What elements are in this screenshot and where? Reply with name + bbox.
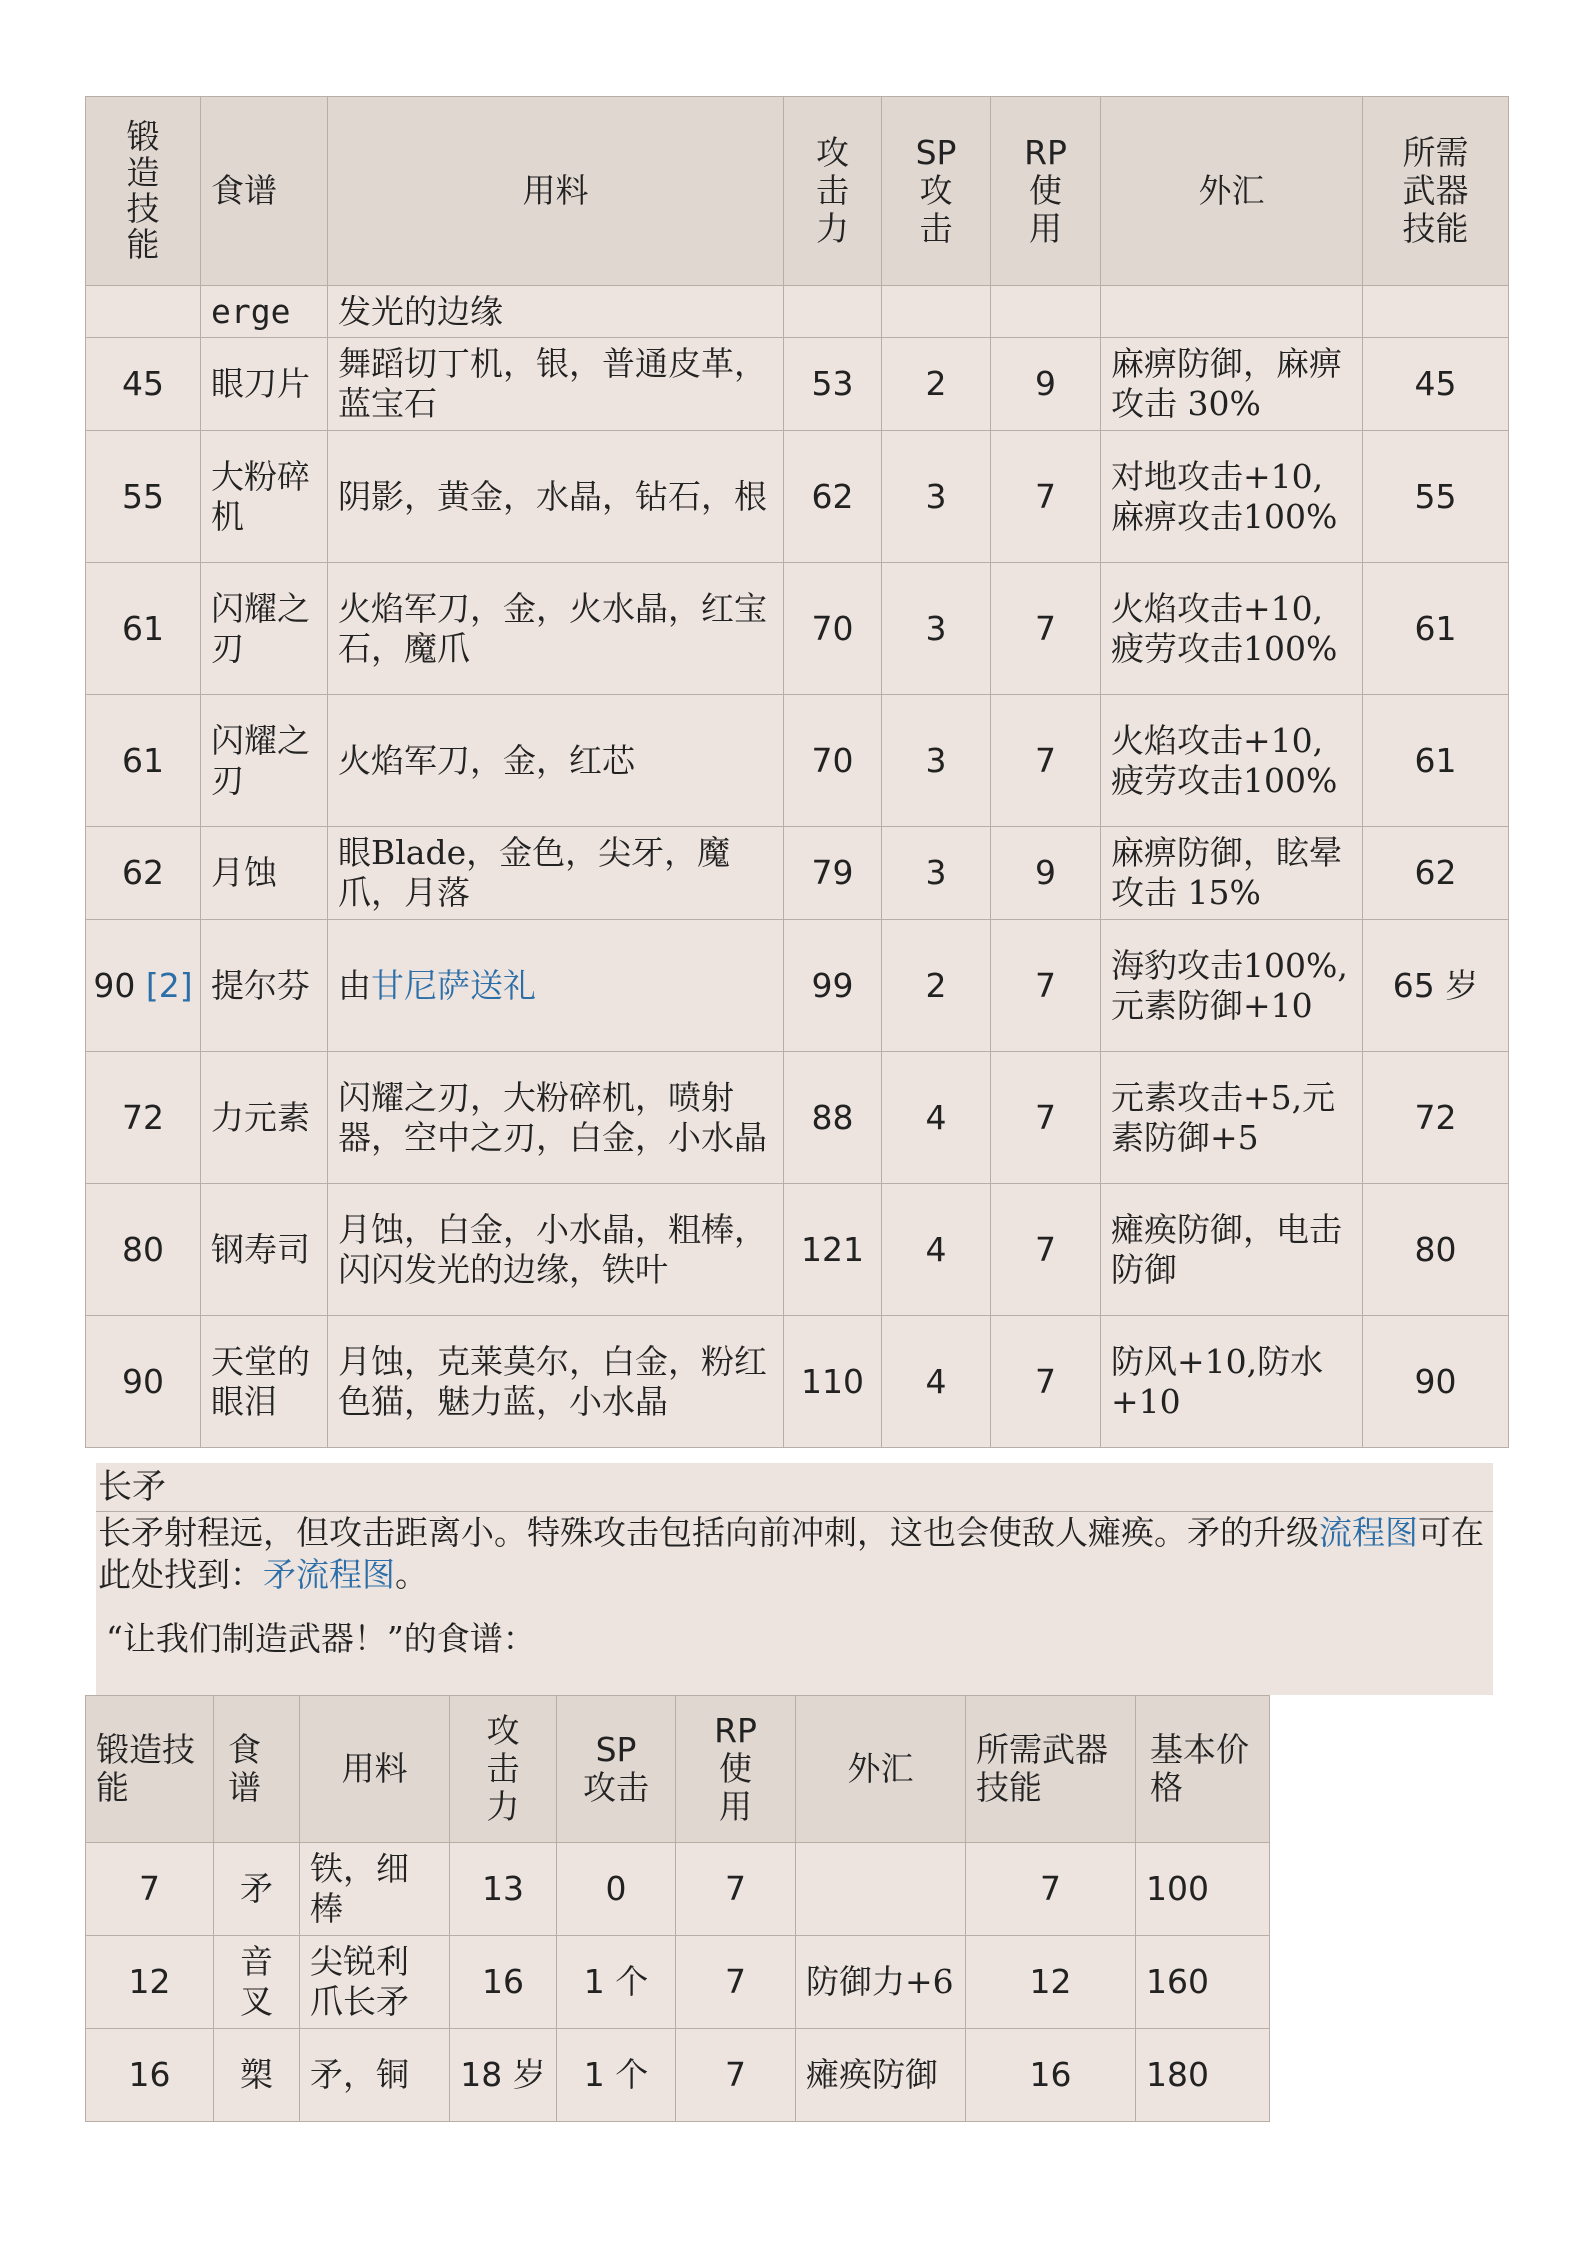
cell-sp: 1 个 bbox=[557, 2029, 676, 2122]
cell-rp: 7 bbox=[676, 1936, 796, 2029]
cell-weapon-skill: 7 bbox=[966, 1843, 1136, 1936]
cell-attack: 53 bbox=[784, 338, 882, 431]
cell-price: 180 bbox=[1136, 2029, 1270, 2122]
cell-skill: 80 bbox=[86, 1184, 201, 1316]
cell-skill: 12 bbox=[86, 1936, 214, 2029]
cell-rp: 7 bbox=[991, 431, 1101, 563]
cell-sp: 3 bbox=[882, 827, 991, 920]
cell-price: 160 bbox=[1136, 1936, 1270, 2029]
cell-weapon-skill: 80 bbox=[1363, 1184, 1509, 1316]
cell-sp: 3 bbox=[882, 431, 991, 563]
cell-weapon-skill bbox=[1363, 286, 1509, 338]
cell-weapon-skill: 45 bbox=[1363, 338, 1509, 431]
header-effect: 外汇 bbox=[796, 1696, 966, 1843]
cell-attack: 88 bbox=[784, 1052, 882, 1184]
cell-rp: 7 bbox=[991, 563, 1101, 695]
cell-effect: 防御力+6 bbox=[796, 1936, 966, 2029]
table-row bbox=[86, 338, 1509, 431]
table-row bbox=[86, 1316, 1509, 1448]
cell-materials: 发光的边缘 bbox=[328, 286, 784, 338]
cell-recipe: 力元素 bbox=[201, 1052, 328, 1184]
table-row bbox=[86, 827, 1509, 920]
cell-materials: 眼Blade，金色，尖牙，魔爪，月落 bbox=[328, 827, 784, 920]
section-heading-spear: 长矛 bbox=[96, 1463, 1493, 1512]
cell-skill: 45 bbox=[86, 338, 201, 431]
header-attack: 攻击力 bbox=[450, 1696, 557, 1843]
header-attack: 攻击力 bbox=[784, 97, 882, 286]
paragraph-text: 。 bbox=[395, 1555, 428, 1594]
table-row bbox=[86, 563, 1509, 695]
cell-sp: 3 bbox=[882, 563, 991, 695]
cell-attack: 110 bbox=[784, 1316, 882, 1448]
table-row bbox=[86, 1052, 1509, 1184]
cell-materials: 铁，细棒 bbox=[300, 1843, 450, 1936]
section-body bbox=[96, 1512, 1493, 1695]
table-row bbox=[86, 431, 1509, 563]
cell-attack: 79 bbox=[784, 827, 882, 920]
cell-materials: 舞蹈切丁机，银，普通皮革，蓝宝石 bbox=[328, 338, 784, 431]
spear-recipe-table bbox=[85, 1695, 1270, 2122]
cell-rp: 7 bbox=[991, 1052, 1101, 1184]
cell-effect bbox=[1101, 286, 1363, 338]
cell-skill: 72 bbox=[86, 1052, 201, 1184]
cell-weapon-skill: 55 bbox=[1363, 431, 1509, 563]
cell-attack: 16 bbox=[450, 1936, 557, 2029]
table-row bbox=[86, 2029, 1270, 2122]
cell-recipe: 音叉 bbox=[214, 1936, 300, 2029]
cell-attack: 121 bbox=[784, 1184, 882, 1316]
cell-weapon-skill: 90 bbox=[1363, 1316, 1509, 1448]
cell-materials: 矛，铜 bbox=[300, 2029, 450, 2122]
cell-price: 100 bbox=[1136, 1843, 1270, 1936]
cell-weapon-skill: 62 bbox=[1363, 827, 1509, 920]
header-rp-use: RP使用 bbox=[676, 1696, 796, 1843]
cell-effect: 海豹攻击100%,元素防御+10 bbox=[1101, 920, 1363, 1052]
cell-rp: 7 bbox=[676, 1843, 796, 1936]
footnote-link[interactable]: [2] bbox=[145, 965, 193, 1005]
cell-materials: 尖锐利爪长矛 bbox=[300, 1936, 450, 2029]
header-forging-skill: 锻造技能 bbox=[86, 97, 201, 286]
flowchart-link[interactable]: 流程图 bbox=[1319, 1513, 1418, 1552]
table-row bbox=[86, 695, 1509, 827]
cell-attack bbox=[784, 286, 882, 338]
cell-skill: 90 bbox=[86, 1316, 201, 1448]
cell-skill: 55 bbox=[86, 431, 201, 563]
cell-recipe: 大粉碎机 bbox=[201, 431, 328, 563]
table-row bbox=[86, 286, 1509, 338]
cell-recipe: 天堂的眼泪 bbox=[201, 1316, 328, 1448]
cell-attack: 18 岁 bbox=[450, 2029, 557, 2122]
cell-sp bbox=[882, 286, 991, 338]
cell-weapon-skill: 12 bbox=[966, 1936, 1136, 2029]
cell-recipe: 槊 bbox=[214, 2029, 300, 2122]
cell-materials: 月蚀，白金，小水晶，粗棒，闪闪发光的边缘，铁叶 bbox=[328, 1184, 784, 1316]
cell-materials: 火焰军刀，金，红芯 bbox=[328, 695, 784, 827]
header-recipe: 食谱 bbox=[201, 97, 328, 286]
cell-materials: 月蚀，克莱莫尔，白金，粉红色猫，魅力蓝，小水晶 bbox=[328, 1316, 784, 1448]
header-forging-skill: 锻造技能 bbox=[86, 1696, 214, 1843]
cell-attack: 70 bbox=[784, 563, 882, 695]
cell-recipe: erge bbox=[201, 286, 328, 338]
cell-recipe: 矛 bbox=[214, 1843, 300, 1936]
cell-recipe: 钢寿司 bbox=[201, 1184, 328, 1316]
cell-sp: 0 bbox=[557, 1843, 676, 1936]
cell-weapon-skill: 72 bbox=[1363, 1052, 1509, 1184]
cell-effect: 对地攻击+10,麻痹攻击100% bbox=[1101, 431, 1363, 563]
materials-prefix: 由 bbox=[338, 965, 371, 1005]
table-header-row bbox=[86, 97, 1509, 286]
cell-rp: 7 bbox=[991, 1184, 1101, 1316]
header-materials: 用料 bbox=[300, 1696, 450, 1843]
weapon-recipe-table bbox=[85, 96, 1509, 1448]
cell-sp: 3 bbox=[882, 695, 991, 827]
cell-recipe: 闪耀之刃 bbox=[201, 695, 328, 827]
cell-effect: 瘫痪防御 bbox=[796, 2029, 966, 2122]
cell-weapon-skill: 16 bbox=[966, 2029, 1136, 2122]
table-row bbox=[86, 920, 1509, 1052]
table-row bbox=[86, 1843, 1270, 1936]
cell-sp: 2 bbox=[882, 920, 991, 1052]
cell-effect: 瘫痪防御，电击防御 bbox=[1101, 1184, 1363, 1316]
cell-recipe: 提尔芬 bbox=[201, 920, 328, 1052]
cell-materials: 火焰军刀，金，火水晶，红宝石，魔爪 bbox=[328, 563, 784, 695]
cell-effect: 元素攻击+5,元素防御+5 bbox=[1101, 1052, 1363, 1184]
cell-effect: 麻痹防御，麻痹攻击 30% bbox=[1101, 338, 1363, 431]
header-rp-use: RP使用 bbox=[991, 97, 1101, 286]
header-recipe: 食谱 bbox=[214, 1696, 300, 1843]
header-base-price: 基本价格 bbox=[1136, 1696, 1270, 1843]
materials-link[interactable]: 甘尼萨送礼 bbox=[371, 965, 536, 1005]
cell-effect: 麻痹防御，眩晕攻击 15% bbox=[1101, 827, 1363, 920]
header-materials: 用料 bbox=[328, 97, 784, 286]
table-row bbox=[86, 1184, 1509, 1316]
cell-rp: 7 bbox=[991, 1316, 1101, 1448]
table-header-row bbox=[86, 1696, 1270, 1843]
cell-skill bbox=[86, 920, 201, 1052]
cell-sp: 2 bbox=[882, 338, 991, 431]
table-row bbox=[86, 1936, 1270, 2029]
cell-rp: 9 bbox=[991, 827, 1101, 920]
cell-attack: 62 bbox=[784, 431, 882, 563]
cell-rp: 7 bbox=[676, 2029, 796, 2122]
cell-attack: 13 bbox=[450, 1843, 557, 1936]
section-paragraph bbox=[98, 1512, 1493, 1596]
cell-skill: 7 bbox=[86, 1843, 214, 1936]
cell-effect: 防风+10,防水+10 bbox=[1101, 1316, 1363, 1448]
cell-weapon-skill: 61 bbox=[1363, 695, 1509, 827]
cell-skill bbox=[86, 286, 201, 338]
cell-materials: 闪耀之刃，大粉碎机，喷射器，空中之刃，白金，小水晶 bbox=[328, 1052, 784, 1184]
cell-sp: 1 个 bbox=[557, 1936, 676, 2029]
paragraph-text: 可在此处找到： bbox=[98, 1513, 1484, 1594]
cell-weapon-skill: 61 bbox=[1363, 563, 1509, 695]
cell-rp bbox=[991, 286, 1101, 338]
cell-sp: 4 bbox=[882, 1316, 991, 1448]
cell-weapon-skill: 65 岁 bbox=[1363, 920, 1509, 1052]
cell-skill: 61 bbox=[86, 695, 201, 827]
header-effect: 外汇 bbox=[1101, 97, 1363, 286]
cell-effect bbox=[796, 1843, 966, 1936]
cell-materials: 阴影，黄金，水晶，钻石，根 bbox=[328, 431, 784, 563]
cell-materials bbox=[328, 920, 784, 1052]
header-sp-attack: SP攻击 bbox=[882, 97, 991, 286]
cell-attack: 70 bbox=[784, 695, 882, 827]
skill-value: 90 bbox=[93, 965, 136, 1005]
header-weapon-skill: 所需武器技能 bbox=[966, 1696, 1136, 1843]
cell-effect: 火焰攻击+10,疲劳攻击100% bbox=[1101, 695, 1363, 827]
cell-rp: 9 bbox=[991, 338, 1101, 431]
header-sp-attack: SP攻击 bbox=[557, 1696, 676, 1843]
recipe-heading: “让我们制造武器！”的食谱： bbox=[106, 1619, 536, 1658]
cell-effect: 火焰攻击+10,疲劳攻击100% bbox=[1101, 563, 1363, 695]
cell-rp: 7 bbox=[991, 695, 1101, 827]
cell-rp: 7 bbox=[991, 920, 1101, 1052]
paragraph-text: 长矛射程远，但攻击距离小。特殊攻击包括向前冲刺，这也会使敌人瘫痪。矛的升级 bbox=[98, 1513, 1319, 1552]
cell-skill: 61 bbox=[86, 563, 201, 695]
cell-skill: 16 bbox=[86, 2029, 214, 2122]
spear-flowchart-link[interactable]: 矛流程图 bbox=[263, 1555, 395, 1594]
cell-recipe: 月蚀 bbox=[201, 827, 328, 920]
cell-sp: 4 bbox=[882, 1052, 991, 1184]
cell-recipe: 闪耀之刃 bbox=[201, 563, 328, 695]
cell-recipe: 眼刀片 bbox=[201, 338, 328, 431]
cell-skill: 62 bbox=[86, 827, 201, 920]
cell-sp: 4 bbox=[882, 1184, 991, 1316]
cell-attack: 99 bbox=[784, 920, 882, 1052]
header-weapon-skill: 所需武器技能 bbox=[1363, 97, 1509, 286]
